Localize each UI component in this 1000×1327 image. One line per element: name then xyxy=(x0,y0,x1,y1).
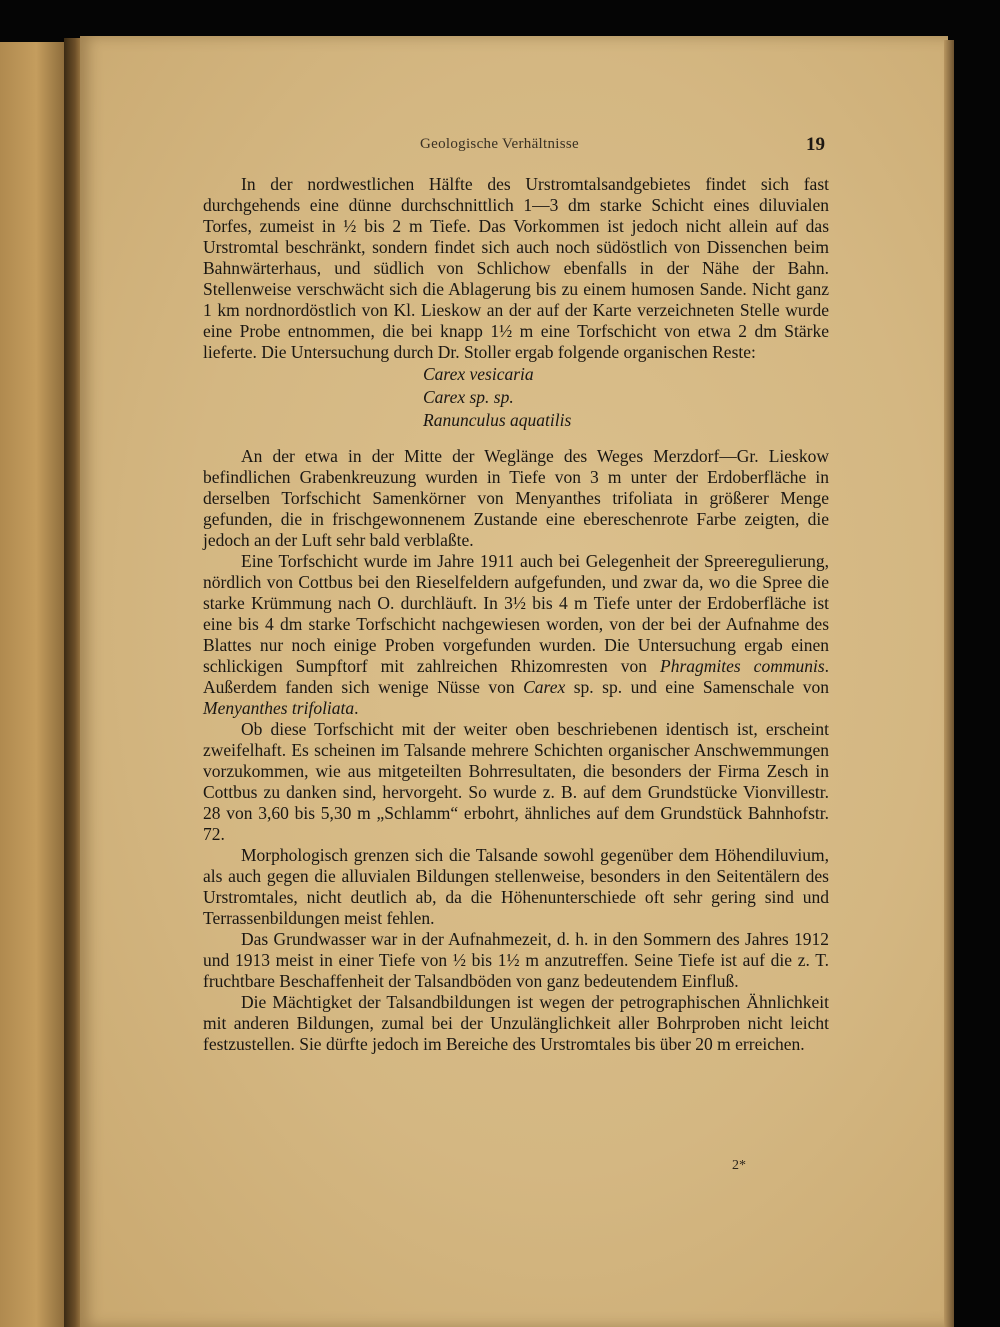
species-list xyxy=(423,363,829,432)
paragraph-3-end: . xyxy=(354,698,359,718)
paragraph-7: Die Mächtigket der Talsandbildungen ist wegen der petrographischen Ähnlichkeit mit anderen Bildungen, zumal bei der Unzulänglichkeit aller Bohrproben nicht leicht festzustellen. Sie dürfte jedoch im Bereiche des Urstromtales bis über 20 m erreichen. xyxy=(203,992,829,1054)
page-edge xyxy=(944,40,954,1327)
body-text xyxy=(203,174,829,1055)
species-item: Ranunculus aquatilis xyxy=(423,410,572,430)
running-header: Geologische Verhältnisse xyxy=(420,136,579,152)
paragraph-3-mid: . Außerdem fanden sich wenige Nüsse von xyxy=(203,656,830,697)
paragraph-3-text: Eine Torfschicht wurde im Jahre 1911 auch bei Gelegenheit der Spreeregulierung, nördlich von Cottbus bei den Rieselfeldern aufgefunden, und zwar da, wo die Spree die starke Krümmung nach O. durchläuft. In 3½ bis 4 m Tiefe unter der Erdoberfläche ist eine bis 4 dm starke Torfschicht nachgewiesen worden, von der bei der Aufnahme des Blattes nur noch einige Proben vorgefunden wurden. Die Untersuchung ergab einen schlickigen Sumpftorf mit zahlreichen Rhizomresten von xyxy=(203,551,829,676)
paragraph-6: Das Grundwasser war in der Aufnahmezeit, d. h. in den Sommern des Jahres 1912 und 1913 meist in einer Tiefe von ½ bis 1½ m anzutreffen. Seine Tiefe ist auf die z. T. fruchtbare Beschaffenheit der Talsandböden von ganz bedeutendem Einfluß. xyxy=(203,929,829,991)
paragraph-3-rest: sp. sp. und eine Samenschale von xyxy=(573,677,830,697)
species-item: Carex vesicaria xyxy=(423,364,534,384)
paragraph-1: In der nordwestlichen Hälfte des Urstromtalsandgebietes findet sich fast durchgehends eine dünne durchschnittlich 1—3 dm starke Schicht eines diluvialen Torfes, zumeist in ½ bis 2 m Tiefe. Das Vorkommen ist jedoch nicht allein auf das Urstromtal beschränkt, sondern findet sich auch noch südöstlich von Dissenchen beim Bahnwärterhaus, und südlich von Schlichow ebenfalls in der Nähe der Bahn. Stellenweise verschwächt sich die Ablagerung bis zu einem humosen Sande. Nicht ganz 1 km nordnordöstlich von Kl. Lieskow an der auf der Karte verzeichneten Stelle wurde eine Probe entnommen, die bei knapp 1½ m eine Torfschicht von etwa 2 dm Stärke lieferte. Die Untersuchung durch Dr. Stoller ergab folgende organischen Reste: xyxy=(203,174,829,362)
signature-mark: 2* xyxy=(732,1158,746,1173)
species-item: Carex sp. sp. xyxy=(423,387,514,407)
paragraph-3 xyxy=(203,551,829,719)
species-menyanthes: Menyanthes trifoliata xyxy=(203,698,355,718)
species-phragmites: Phragmites communis xyxy=(660,656,825,676)
paragraph-2: An der etwa in der Mitte der Weglänge des Weges Merzdorf—Gr. Lieskow befindlichen Grabenkreuzung wurden in Tiefe von 3 m unter der Erdoberfläche in derselben Torfschicht Samenkörner von Menyanthes trifoliata in größerer Menge gefunden, die in frischgewonnenem Zustande eine ebereschenrote Farbe zeigten, die jedoch an der Luft sehr bald verblaßte. xyxy=(203,446,829,550)
paragraph-4: Ob diese Torfschicht mit der weiter oben beschriebenen identisch ist, erscheint zweifelhaft. Es scheinen im Talsande mehrere Schichten organischer Anschwemmungen vorzukommen, wie aus mitgeteilten Bohrresultaten, die besonders der Firma Zesch in Cottbus zu danken sind, hervorgeht. So wurde z. B. auf dem Grundstücke Vionvillestr. 28 von 3,60 bis 5,30 m „Schlamm“ erbohrt, ähnliches auf dem Grundstück Bahnhofstr. 72. xyxy=(203,719,829,844)
left-page-edge xyxy=(0,42,66,1327)
paragraph-5: Morphologisch grenzen sich die Talsande sowohl gegenüber dem Höhendiluvium, als auch gegen die alluvialen Bildungen stellenweise, besonders in den Seitentälern des Urstromtales, nicht deutlich ab, da die Höhenunterschiede oft sehr gering sind und Terrassenbildungen meist fehlen. xyxy=(203,845,829,928)
species-carex: Carex xyxy=(523,677,566,697)
page-number: 19 xyxy=(806,134,825,155)
